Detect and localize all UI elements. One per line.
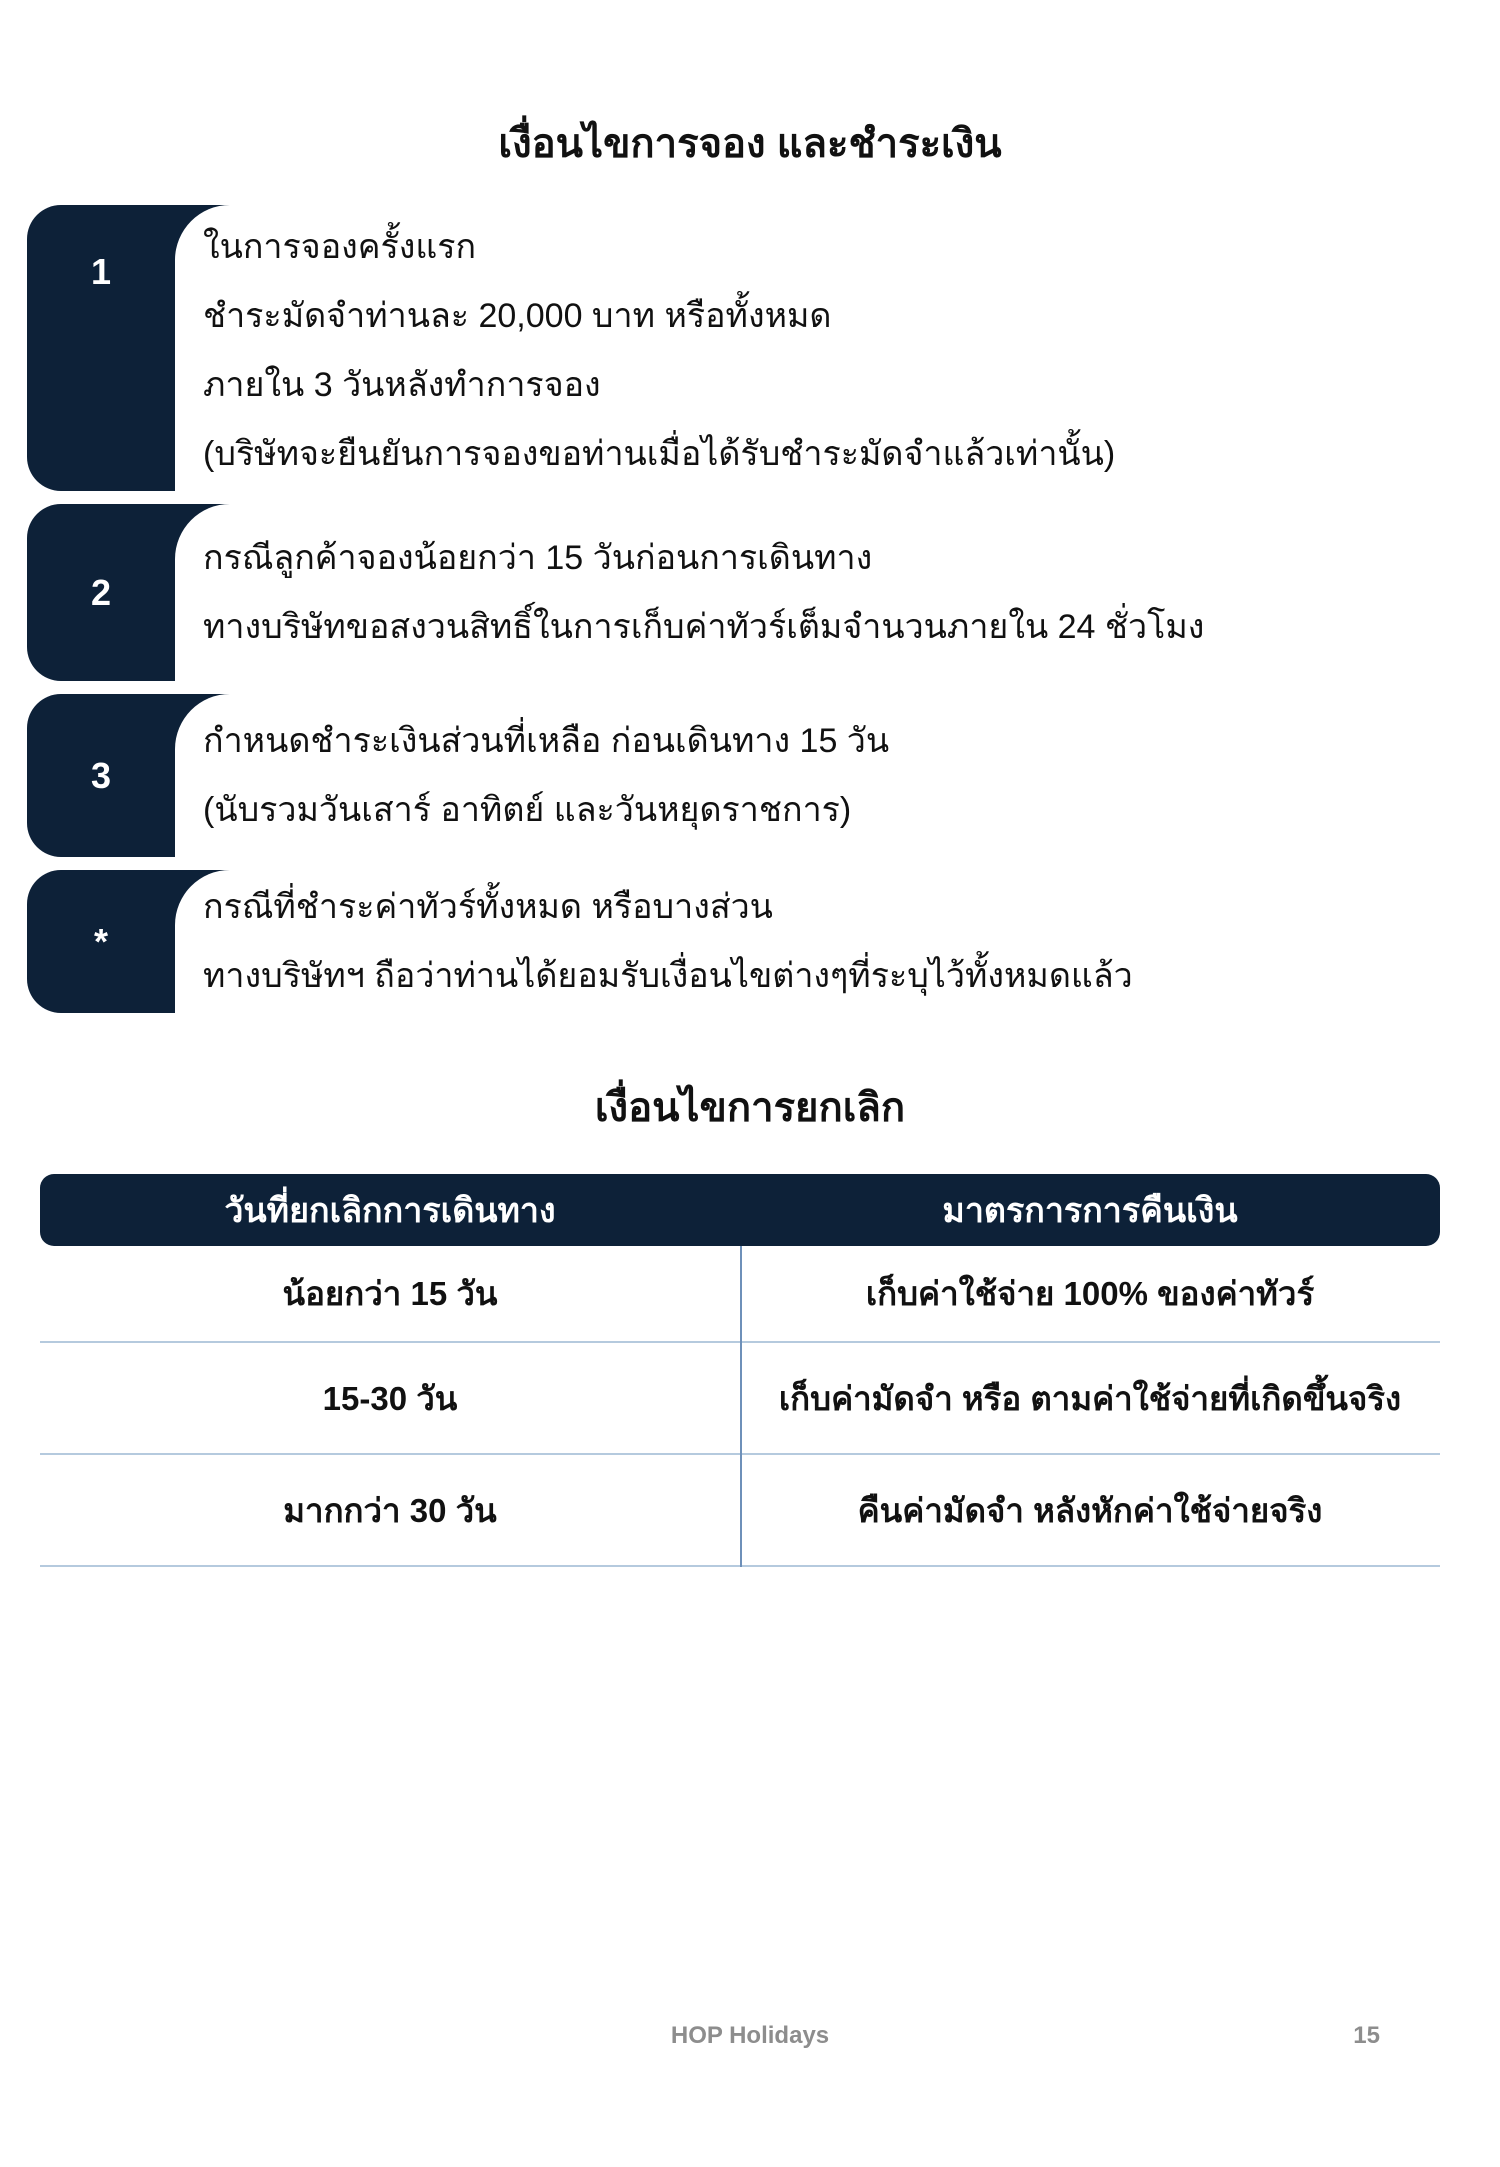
cancellation-section-title: เงื่อนไขการยกเลิก	[594, 1086, 906, 1130]
table-column-divider	[740, 1246, 742, 1567]
table-cell-refund-policy: เก็บค่ามัดจำ หรือ ตามค่าใช้จ่ายที่เกิดขึ้นจริง	[778, 1379, 1402, 1417]
table-body	[40, 1246, 1440, 1567]
footer-brand-text: HOP Holidays	[670, 2022, 830, 2049]
condition-line: ภายใน 3 วันหลังทำการจอง	[203, 366, 601, 404]
table-header-cancel-date: วันที่ยกเลิกการเดินทาง	[224, 1192, 556, 1230]
table-cell-refund-policy: คืนค่ามัดจำ หลังหักค่าใช้จ่ายจริง	[857, 1491, 1323, 1529]
condition-block-3	[27, 694, 1455, 857]
condition-line: กรณีลูกค้าจองน้อยกว่า 15 วันก่อนการเดินทาง	[203, 538, 873, 577]
footer-page-number: 15	[1353, 2022, 1380, 2049]
condition-line: กำหนดชำระเงินส่วนที่เหลือ ก่อนเดินทาง 15 วัน	[203, 721, 890, 760]
table-cell-cancel-date: น้อยกว่า 15 วัน	[282, 1275, 498, 1312]
table-cell-cancel-date: 15-30 วัน	[322, 1379, 458, 1417]
condition-marker: 2	[90, 571, 112, 613]
condition-line: (บริษัทจะยืนยันการจองขอท่านเมื่อได้รับชำระมัดจำแล้วเท่านั้น)	[203, 435, 1116, 473]
condition-block-1	[27, 205, 1455, 491]
condition-card	[175, 504, 1455, 681]
condition-line: ชำระมัดจำท่านละ 20,000 บาท หรือทั้งหมด	[203, 297, 832, 335]
condition-marker: 3	[90, 754, 112, 796]
booking-section-title: เงื่อนไขการจอง และชำระเงิน	[498, 122, 1002, 166]
condition-line: ในการจองครั้งแรก	[203, 228, 477, 266]
page-footer	[0, 2022, 1500, 2058]
booking-conditions-list	[27, 205, 1455, 1013]
condition-marker: *	[93, 920, 108, 962]
condition-line: ทางบริษัทขอสงวนสิทธิ์ในการเก็บค่าทัวร์เต็มจำนวนภายใน 24 ชั่วโมง	[203, 607, 1205, 646]
condition-block-star	[27, 870, 1455, 1013]
condition-card	[175, 205, 1455, 491]
table-cell-refund-policy: เก็บค่าใช้จ่าย 100% ของค่าทัวร์	[865, 1275, 1315, 1312]
condition-line: (นับรวมวันเสาร์ อาทิตย์ และวันหยุดราชการ)	[203, 790, 852, 829]
condition-line: ทางบริษัทฯ ถือว่าท่านได้ยอมรับเงื่อนไขต่างๆที่ระบุไว้ทั้งหมดแล้ว	[203, 956, 1133, 995]
condition-block-2	[27, 504, 1455, 681]
condition-line: กรณีที่ชำระค่าทัวร์ทั้งหมด หรือบางส่วน	[203, 887, 773, 926]
table-cell-cancel-date: มากกว่า 30 วัน	[283, 1491, 497, 1529]
table-header-refund-policy: มาตรการการคืนเงิน	[942, 1192, 1238, 1230]
condition-marker: 1	[90, 251, 112, 292]
cancellation-table	[40, 1174, 1440, 1567]
condition-card	[175, 870, 1455, 1013]
table-header-row	[40, 1174, 1440, 1246]
condition-card	[175, 694, 1455, 857]
